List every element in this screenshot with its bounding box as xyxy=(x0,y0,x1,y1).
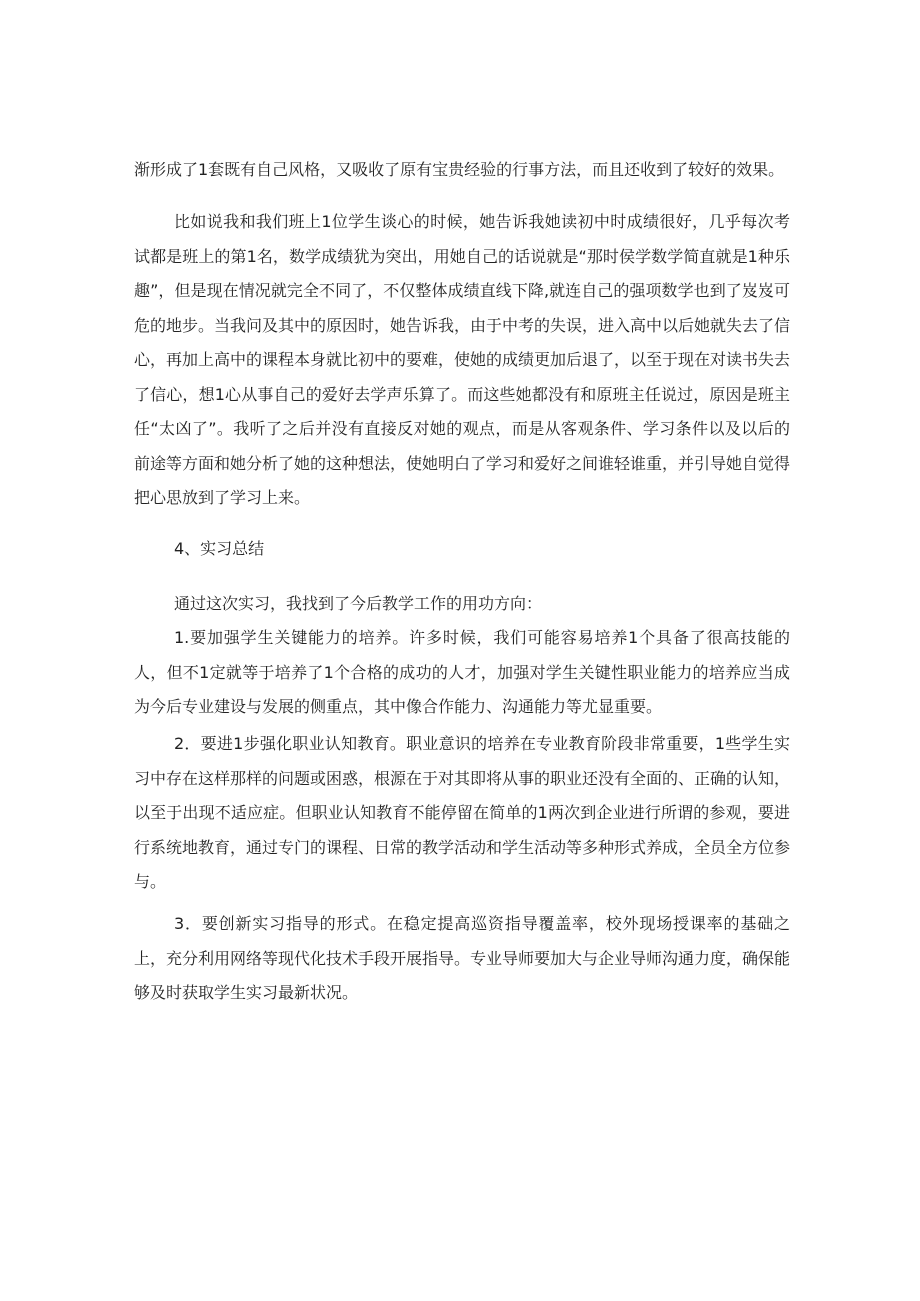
paragraph-point-2: 2．要进1步强化职业认知教育。职业意识的培养在专业教育阶段非常重要，1些学生实习中存在这样那样的问题或困惑，根源在于对其即将从事的职业还没有全面的、正确的认知，以至于出现不适应症。但职业认知教育不能停留在简单的1两次到企业进行所谓的参观，要进行系统地教育，通过专门的课程、日常的教学活动和学生活动等多种形式养成，全员全方位参与。 xyxy=(134,734,791,891)
paragraph-continuation: 渐形成了1套既有自己风格，又吸收了原有宝贵经验的行事方法，而且还收到了较好的效果。 xyxy=(134,160,785,179)
paragraph-student-example: 比如说我和我们班上1位学生谈心的时候，她告诉我她读初中时成绩很好，几乎每次考试都是班上的第1名，数学成绩犹为突出，用她自己的话说就是“那时侯学数学简直就是1种乐趣”，但是现在情况就完全不同了，不仅整体成绩直线下降,就连自己的强项数学也到了岌岌可危的地步。当我问及其中的原因时，她告诉我，由于中考的失误，进入高中以后她就失去了信心，再加上高中的课程本身就比初中的要难，使她的成绩更加后退了，以至于现在对读书失去了信心，想1心从事自己的爱好去学声乐算了。而这些她都没有和原班主任说过，原因是班主任“太凶了”。我听了之后并没有直接反对她的观点，而是从客观条件、学习条件以及以后的前途等方面和她分析了她的这种想法，使她明白了学习和爱好之间谁轻谁重，并引导她自觉得把心思放到了学习上来。 xyxy=(134,212,791,507)
paragraph-point-1: 1.要加强学生关键能力的培养。许多时候，我们可能容易培养1个具备了很高技能的人，但不1定就等于培养了1个合格的成功的人才，加强对学生关键性职业能力的培养应当成为今后专业建设与发展的侧重点，其中像合作能力、沟通能力等尤显重要。 xyxy=(134,628,790,716)
section-heading-internship-summary: 4、实习总结 xyxy=(174,539,265,558)
paragraph-intro: 通过这次实习，我找到了今后教学工作的用功方向： xyxy=(174,594,543,613)
paragraph-point-3: 3．要创新实习指导的形式。在稳定提高巡资指导覆盖率，校外现场授课率的基础之上，充分利用网络等现代化技术手段开展指导。专业导师要加大与企业导师沟通力度，确保能够及时获取学生实习最新状况。 xyxy=(134,914,791,1002)
